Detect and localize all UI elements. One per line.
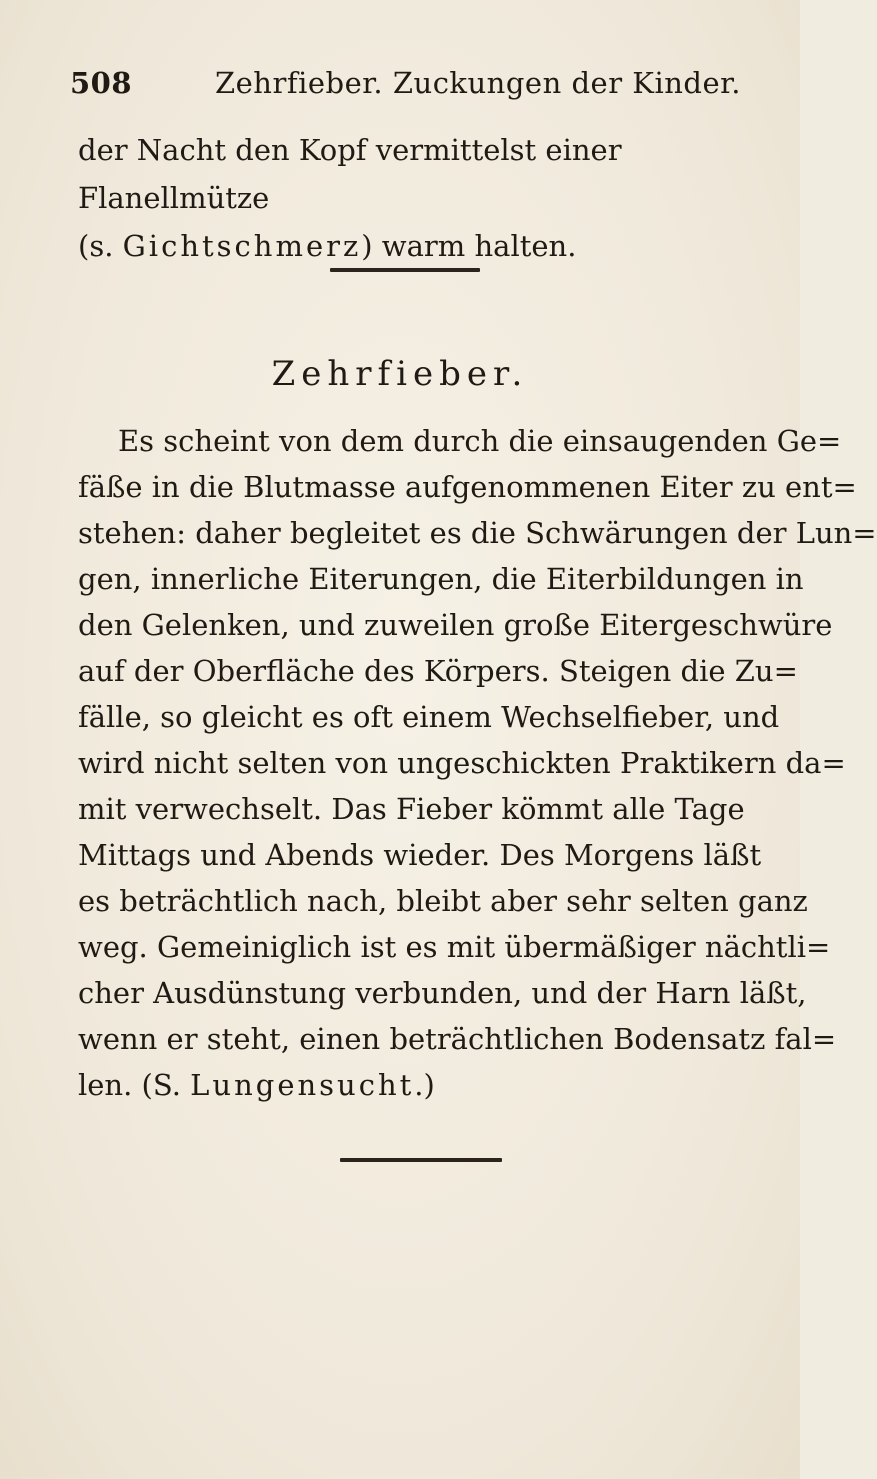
section-paragraph (78, 418, 877, 1108)
paragraph-line: cher Ausdünstung verbunden, und der Harn läßt, (78, 976, 807, 1010)
intro-line-2-open: (s. (78, 229, 123, 263)
cross-reference-lungensucht: Lungensucht (190, 1068, 415, 1102)
intro-text (78, 126, 758, 270)
paragraph-line: wenn er steht, einen beträchtlichen Bodensatz fal= (78, 1022, 837, 1056)
paragraph-last-line (78, 1062, 768, 1108)
last-line-close: .) (414, 1068, 435, 1102)
page-number: 508 (70, 66, 133, 100)
cross-reference-gichtschmerz: Gichtschmerz (122, 229, 362, 263)
page-header (70, 66, 750, 114)
paragraph-line: wird nicht selten von ungeschickten Praktikern da= (78, 746, 846, 780)
paragraph-line: mit verwechselt. Das Fieber kömmt alle Tage (78, 792, 745, 826)
paragraph-line: es beträchtlich nach, bleibt aber sehr selten ganz (78, 884, 808, 918)
paragraph-line: fälle, so gleicht es oft einem Wechselfieber, und (78, 700, 780, 734)
running-head: Zehrfieber. Zuckungen der Kinder. (215, 66, 742, 100)
paragraph-line: gen, innerliche Eiterungen, die Eiterbildungen in (78, 562, 804, 596)
intro-line-2 (78, 222, 758, 270)
last-line-open: len. (S. (78, 1068, 191, 1102)
section-title: Zehrfieber. (271, 354, 529, 394)
paragraph-line: auf der Oberfläche des Körpers. Steigen die Zu= (78, 654, 798, 688)
intro-line-1: der Nacht den Kopf vermittelst einer Flanellmütze (78, 133, 622, 215)
section-divider-top (330, 268, 480, 272)
paragraph-line: Es scheint von dem durch die einsaugenden Ge= (118, 424, 842, 458)
paragraph-line: fäße in die Blutmasse aufgenommenen Eiter zu ent= (78, 470, 857, 504)
section-divider-bottom (340, 1158, 502, 1162)
intro-line-2-close: ) warm halten. (361, 229, 577, 263)
paragraph-line: den Gelenken, und zuweilen große Eitergeschwüre (78, 608, 833, 642)
paragraph-line: stehen: daher begleitet es die Schwärungen der Lun= (78, 516, 877, 550)
paragraph-line: weg. Gemeiniglich ist es mit übermäßiger nächtli= (78, 930, 831, 964)
paragraph-line: Mittags und Abends wieder. Des Morgens läßt (78, 838, 762, 872)
